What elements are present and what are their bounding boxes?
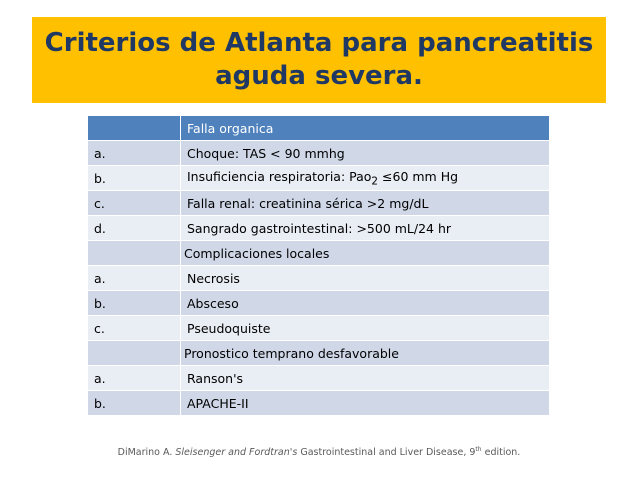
row-text: Sangrado gastrointestinal: >500 mL/24 hr bbox=[181, 216, 549, 241]
section-title: Pronostico temprano desfavorable bbox=[181, 341, 549, 366]
row-text: Ranson's bbox=[181, 366, 549, 391]
row-text-main: Insuficiencia respiratoria: Pao bbox=[187, 168, 372, 184]
table-row bbox=[88, 366, 549, 391]
row-letter: a. bbox=[88, 266, 181, 291]
row-letter bbox=[88, 341, 181, 366]
row-text: Choque: TAS < 90 mmhg bbox=[181, 141, 549, 166]
row-text: Pseudoquiste bbox=[181, 316, 549, 341]
row-text: Absceso bbox=[181, 291, 549, 316]
row-letter bbox=[88, 241, 181, 266]
row-letter: c. bbox=[88, 316, 181, 341]
citation-book: Sleisenger and Fordtran's bbox=[175, 447, 298, 459]
citation-footer bbox=[0, 446, 638, 458]
section-row bbox=[88, 241, 549, 266]
row-text: Necrosis bbox=[181, 266, 549, 291]
row-text-tail: ≤60 mm Hg bbox=[378, 168, 459, 184]
row-letter: b. bbox=[88, 166, 181, 191]
citation-author: DiMarino A. bbox=[117, 447, 176, 459]
citation-end: edition. bbox=[481, 447, 521, 459]
citation-sup: th bbox=[475, 446, 482, 453]
table-header-row bbox=[88, 116, 549, 141]
table-row bbox=[88, 191, 549, 216]
title-line-1: Criterios de Atlanta para pancreatitis bbox=[44, 28, 594, 58]
row-text bbox=[181, 166, 549, 191]
row-letter: c. bbox=[88, 191, 181, 216]
citation-rest: Gastrointestinal and Liver Disease, 9 bbox=[297, 447, 476, 459]
header-cell: Falla organica bbox=[181, 116, 549, 141]
row-text: APACHE-II bbox=[181, 391, 549, 416]
row-letter: a. bbox=[88, 366, 181, 391]
title-line-2: aguda severa. bbox=[215, 61, 423, 91]
row-text: Falla renal: creatinina sérica >2 mg/dL bbox=[181, 191, 549, 216]
row-letter: b. bbox=[88, 291, 181, 316]
slide-title bbox=[32, 17, 606, 103]
row-letter: a. bbox=[88, 141, 181, 166]
table-row bbox=[88, 216, 549, 241]
row-text-subscript: 2 bbox=[371, 175, 379, 188]
table-row bbox=[88, 141, 549, 166]
section-row bbox=[88, 341, 549, 366]
table-row bbox=[88, 291, 549, 316]
table-row bbox=[88, 266, 549, 291]
row-letter: b. bbox=[88, 391, 181, 416]
row-letter: d. bbox=[88, 216, 181, 241]
section-title: Complicaciones locales bbox=[181, 241, 549, 266]
table-row bbox=[88, 316, 549, 341]
table-row bbox=[88, 166, 549, 191]
header-empty-cell bbox=[88, 116, 181, 141]
table-row bbox=[88, 391, 549, 416]
criteria-table bbox=[88, 116, 549, 416]
